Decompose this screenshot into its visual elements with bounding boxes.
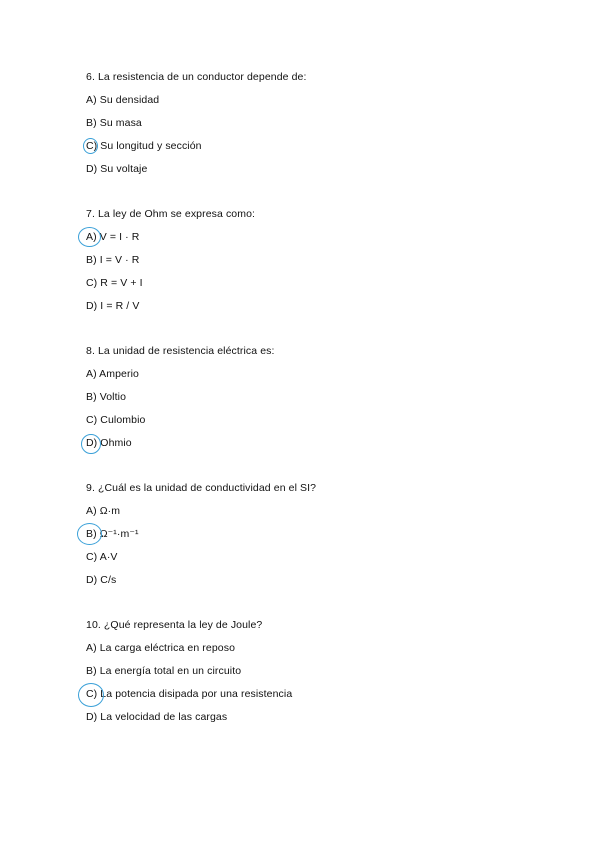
option-b: B) Ω⁻¹·m⁻¹ xyxy=(86,528,139,540)
option-b: B) La energía total en un circuito xyxy=(86,665,242,677)
answer-circle-mark xyxy=(78,227,101,247)
option-d: D) Ohmio xyxy=(86,437,132,449)
option-a: A) Amperio xyxy=(86,368,139,380)
option-d: D) I = R / V xyxy=(86,300,140,312)
question-prompt: 10. ¿Qué representa la ley de Joule? xyxy=(86,619,263,631)
option-c: C) R = V + I xyxy=(86,277,143,289)
option-c: C) Culombio xyxy=(86,414,146,426)
option-b: B) Su masa xyxy=(86,117,142,129)
option-c: C) A·V xyxy=(86,551,118,563)
option-c: C) La potencia disipada por una resistencia xyxy=(86,688,293,700)
option-c: C) Su longitud y sección xyxy=(86,140,202,152)
question-prompt: 8. La unidad de resistencia eléctrica es: xyxy=(86,345,275,357)
option-a: A) V = I · R xyxy=(86,231,140,243)
option-a: A) Su densidad xyxy=(86,94,160,106)
option-d: D) La velocidad de las cargas xyxy=(86,711,228,723)
answer-circle-mark xyxy=(81,434,101,454)
option-d: D) C/s xyxy=(86,574,117,586)
option-d: D) Su voltaje xyxy=(86,163,148,175)
option-a: A) Ω·m xyxy=(86,505,121,517)
option-a: A) La carga eléctrica en reposo xyxy=(86,642,236,654)
option-b: B) I = V · R xyxy=(86,254,140,266)
answer-circle-mark xyxy=(78,683,104,707)
question-prompt: 6. La resistencia de un conductor depende de: xyxy=(86,71,307,83)
answer-circle-mark xyxy=(83,138,98,154)
question-prompt: 9. ¿Cuál es la unidad de conductividad en el SI? xyxy=(86,482,317,494)
option-b: B) Voltio xyxy=(86,391,127,403)
question-prompt: 7. La ley de Ohm se expresa como: xyxy=(86,208,256,220)
answer-circle-mark xyxy=(77,523,102,545)
